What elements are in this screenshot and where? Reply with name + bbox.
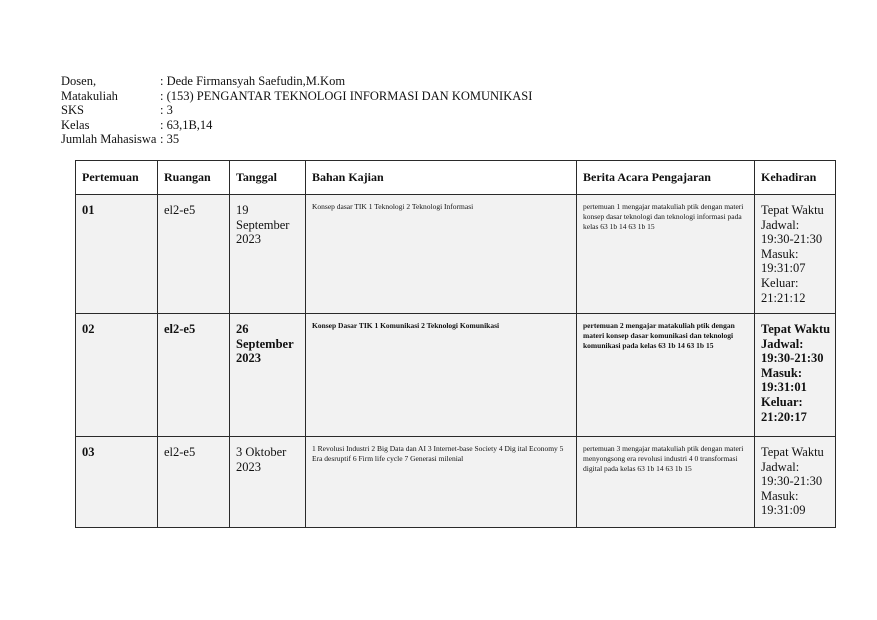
attendance-jadwal-label: Jadwal: xyxy=(761,459,800,474)
cell-ruangan: el2-e5 xyxy=(158,195,230,314)
attendance-jadwal-label: Jadwal: xyxy=(761,217,800,232)
table-row xyxy=(76,314,836,437)
info-label: Matakuliah xyxy=(61,88,118,103)
cell-berita-acara: pertemuan 1 mengajar matakuliah ptik dengan materi konsep dasar teknologi dan teknologi informasi pada kelas 63 1b 14 63 1b 15 xyxy=(577,195,755,314)
cell-tanggal: 3 Oktober 2023 xyxy=(230,437,306,528)
column-header-bahan-kajian: Bahan Kajian xyxy=(306,161,577,195)
info-value: : 63,1B,14 xyxy=(160,117,213,132)
attendance-keluar-label: Keluar: xyxy=(761,275,799,290)
attendance-keluar: 21:21:12 xyxy=(761,290,806,305)
attendance-masuk-label: Masuk: xyxy=(761,365,802,380)
cell-kehadiran xyxy=(755,195,836,314)
cell-pertemuan: 01 xyxy=(76,195,158,314)
table-row xyxy=(76,195,836,314)
column-header-berita-acara: Berita Acara Pengajaran xyxy=(577,161,755,195)
info-label: Jumlah Mahasiswa xyxy=(61,132,157,147)
attendance-jadwal: 19:30-21:30 xyxy=(761,351,824,366)
cell-bahan-kajian: Konsep dasar TIK 1 Teknologi 2 Teknologi Informasi xyxy=(306,195,577,314)
info-row-jumlah-mahasiswa xyxy=(61,132,532,147)
cell-kehadiran xyxy=(755,314,836,437)
info-row-matakuliah xyxy=(61,89,532,104)
attendance-masuk: 19:31:07 xyxy=(761,261,806,276)
info-value: : 35 xyxy=(160,132,180,147)
info-row-sks xyxy=(61,103,532,118)
info-row-kelas xyxy=(61,118,532,133)
cell-kehadiran xyxy=(755,437,836,528)
table-header-row xyxy=(76,161,836,195)
info-label: SKS xyxy=(61,103,84,118)
cell-berita-acara: pertemuan 3 mengajar matakuliah ptik dengan materi menyongsong era revolusi industri 4 0 transformasi digital pada kelas 63 1b 14 63 1b 15 xyxy=(577,437,755,528)
info-value: : Dede Firmansyah Saefudin,M.Kom xyxy=(160,74,346,88)
info-label: Kelas xyxy=(61,117,90,132)
cell-bahan-kajian: Konsep Dasar TIK 1 Komunikasi 2 Teknologi Komunikasi xyxy=(306,314,577,437)
cell-berita-acara: pertemuan 2 mengajar matakuliah ptik dengan materi konsep dasar komunikasi dan teknologi komunikasi pada kelas 63 1b 14 63 1b 15 xyxy=(577,314,755,437)
attendance-status: Tepat Waktu xyxy=(761,322,831,336)
info-label: Dosen, xyxy=(61,74,97,88)
attendance-masuk-label: Masuk: xyxy=(761,488,799,503)
course-info xyxy=(61,74,532,147)
column-header-tanggal: Tanggal xyxy=(230,161,306,195)
attendance-masuk-label: Masuk: xyxy=(761,246,799,261)
cell-tanggal: 26 September 2023 xyxy=(230,314,306,437)
cell-ruangan: el2-e5 xyxy=(158,437,230,528)
cell-pertemuan: 02 xyxy=(76,314,158,437)
attendance-masuk: 19:31:01 xyxy=(761,380,807,395)
column-header-kehadiran: Kehadiran xyxy=(755,161,836,195)
attendance-keluar: 21:20:17 xyxy=(761,409,807,424)
attendance-status: Tepat Waktu xyxy=(761,445,824,459)
attendance-keluar-label: Keluar: xyxy=(761,394,803,409)
cell-tanggal: 19 September 2023 xyxy=(230,195,306,314)
table-row xyxy=(76,437,836,528)
info-row-dosen xyxy=(61,74,532,89)
cell-bahan-kajian: 1 Revolusi Industri 2 Big Data dan AI 3 Internet-base Society 4 Dig ital Economy 5 Era desruptif 6 Firm life cycle 7 Generasi milenial xyxy=(306,437,577,528)
info-value: : 3 xyxy=(160,103,173,118)
column-header-ruangan: Ruangan xyxy=(158,161,230,195)
attendance-status: Tepat Waktu xyxy=(761,203,824,217)
cell-ruangan: el2-e5 xyxy=(158,314,230,437)
attendance-masuk: 19:31:09 xyxy=(761,503,806,518)
column-header-pertemuan: Pertemuan xyxy=(76,161,158,195)
cell-pertemuan: 03 xyxy=(76,437,158,528)
info-value: : (153) PENGANTAR TEKNOLOGI INFORMASI DAN KOMUNIKASI xyxy=(160,88,533,103)
attendance-jadwal: 19:30-21:30 xyxy=(761,474,823,489)
attendance-jadwal-label: Jadwal: xyxy=(761,336,804,351)
attendance-jadwal: 19:30-21:30 xyxy=(761,232,823,247)
teaching-log-table xyxy=(75,160,836,528)
